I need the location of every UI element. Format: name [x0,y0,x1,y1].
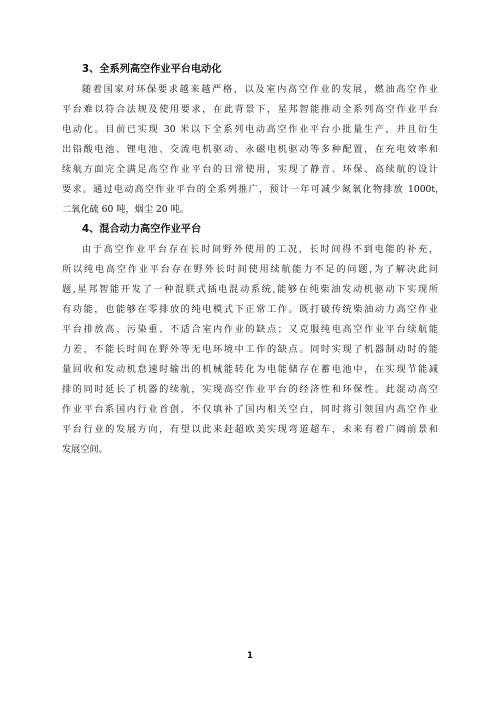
section-heading-hybrid: 4、混合动力高空作业平台 [82,224,202,235]
text-line: 电动化。目前已实现 30 米以下全系列电动高空作业平台小批量生产，并且衍生 [62,124,438,135]
text-line: 二氧化硫 60 吨，烟尘 20 吨。 [62,204,189,215]
text-line: 发展空间。 [62,444,108,455]
text-line: 续航方面完全满足高空作业平台的日常使用，实现了静音、环保、高续航的设计 [62,164,438,175]
text-line: 所以纯电高空作业平台存在野外长时间使用续航能力不足的问题,为了解决此问 [62,264,438,275]
text-line: 平台排放高、污染重、不适合室内作业的缺点；又克服纯电高空作业平台续航能 [62,324,438,335]
text-line: 有功能，也能够在零排放的纯电模式下正常工作。既打破传统柴油动力高空作业 [62,304,438,315]
document-body [62,60,438,460]
text-line: 作业平台系国内行业首创，不仅填补了国内相关空白，同时将引领国内高空作业 [62,404,438,415]
section-heading-electrification: 3、全系列高空作业平台电动化 [82,64,222,75]
text-line: 要求。通过电动高空作业平台的全系列推广，预计一年可减少氮氧化物排放 1000t, [62,184,438,195]
text-line: 排的同时延长了机器的续航，实现高空作业平台的经济性和环保性。此混动高空 [62,384,438,395]
text-line: 量回收和发动机怠速时输出的机械能转化为电能储存在蓄电池中，在实现节能减 [62,364,438,375]
text-line: 平台行业的发展方向，有望以此来赶超欧美实现弯道超车，未来有着广阔前景和 [62,424,438,435]
text-line: 出铅酸电池、锂电池、交流电机驱动、永磁电机驱动等多种配置，在充电效率和 [62,144,438,155]
text-line: 题,星邦智能开发了一种混联式插电混动系统,能够在纯柴油发动机驱动下实现所 [62,284,438,295]
paragraph-hybrid [62,240,438,460]
paragraph-electrification [62,80,438,220]
text-line: 由于高空作业平台存在长时间野外使用的工况，长时间得不到电能的补充， [82,244,438,255]
page-number: 1 [247,651,253,661]
text-line: 平台难以符合法规及使用要求，在此背景下，星邦智能推动全系列高空作业平台 [62,104,438,115]
text-line: 力差，不能长时间在野外等无电环境中工作的缺点。同时实现了机器制动时的能 [62,344,438,355]
text-line: 随着国家对环保要求越来越严格，以及室内高空作业的发展，燃油高空作业 [82,84,438,95]
